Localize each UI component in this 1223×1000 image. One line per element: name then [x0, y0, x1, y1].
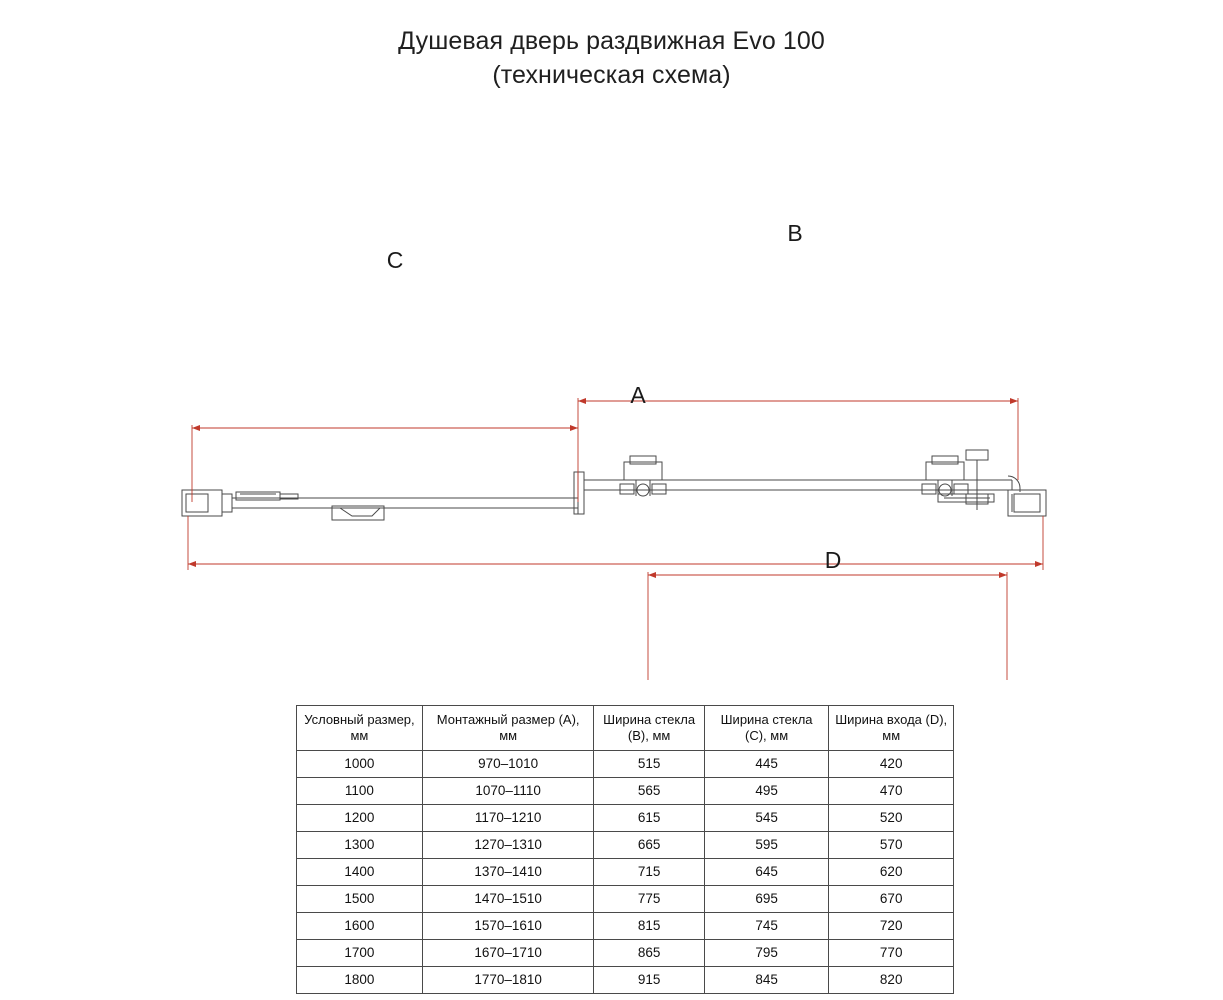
cell-glass-width-c: 595 [704, 832, 829, 859]
cell-glass-width-b: 565 [594, 778, 704, 805]
page-title-line2: (техническая схема) [492, 61, 731, 89]
cell-install-size: 1370–1410 [422, 859, 594, 886]
cell-glass-width-c: 645 [704, 859, 829, 886]
cell-entry-width-d: 570 [829, 832, 954, 859]
cell-glass-width-c: 845 [704, 967, 829, 994]
cell-nominal-size: 1300 [297, 832, 423, 859]
page-title-line1: Душевая дверь раздвижная Evo 100 [398, 27, 825, 55]
dimension-label-d: D [824, 547, 842, 573]
table-header-glass-width-c: Ширина стекла (C), мм [704, 706, 829, 751]
cell-install-size: 1270–1310 [422, 832, 594, 859]
cell-glass-width-b: 715 [594, 859, 704, 886]
cell-install-size: 1670–1710 [422, 940, 594, 967]
dimension-label-c: C [386, 247, 404, 273]
table-row [297, 778, 954, 805]
table-row [297, 886, 954, 913]
cell-glass-width-b: 615 [594, 805, 704, 832]
table-row [297, 940, 954, 967]
cell-glass-width-c: 445 [704, 751, 829, 778]
cell-entry-width-d: 770 [829, 940, 954, 967]
cell-glass-width-c: 745 [704, 913, 829, 940]
cell-entry-width-d: 720 [829, 913, 954, 940]
table-header-row [297, 706, 954, 751]
cell-entry-width-d: 620 [829, 859, 954, 886]
cell-entry-width-d: 670 [829, 886, 954, 913]
cell-entry-width-d: 820 [829, 967, 954, 994]
table-row [297, 751, 954, 778]
cell-glass-width-b: 865 [594, 940, 704, 967]
table-row [297, 832, 954, 859]
cell-install-size: 970–1010 [422, 751, 594, 778]
cell-glass-width-c: 545 [704, 805, 829, 832]
table-header-install-size: Монтажный размер (A), мм [422, 706, 594, 751]
cell-glass-width-b: 775 [594, 886, 704, 913]
page-title [0, 24, 1223, 92]
cell-install-size: 1570–1610 [422, 913, 594, 940]
table-row [297, 859, 954, 886]
cell-nominal-size: 1200 [297, 805, 423, 832]
dimension-label-b: B [787, 220, 803, 246]
shower-door-technical-diagram [0, 150, 1223, 680]
cell-install-size: 1170–1210 [422, 805, 594, 832]
specification-table-wrapper [296, 705, 954, 994]
cell-entry-width-d: 520 [829, 805, 954, 832]
cell-entry-width-d: 470 [829, 778, 954, 805]
cell-nominal-size: 1700 [297, 940, 423, 967]
cell-glass-width-b: 515 [594, 751, 704, 778]
cell-glass-width-c: 495 [704, 778, 829, 805]
cell-nominal-size: 1400 [297, 859, 423, 886]
top-view-dimensions [188, 398, 1043, 570]
cell-glass-width-b: 665 [594, 832, 704, 859]
table-row [297, 805, 954, 832]
cell-nominal-size: 1500 [297, 886, 423, 913]
table-header-glass-width-b: Ширина стекла (B), мм [594, 706, 704, 751]
cell-install-size: 1070–1110 [422, 778, 594, 805]
table-header-entry-width-d: Ширина входа (D), мм [829, 706, 954, 751]
cell-nominal-size: 1000 [297, 751, 423, 778]
cell-install-size: 1770–1810 [422, 967, 594, 994]
specification-table [296, 705, 954, 994]
table-header-nominal-size: Условный размер, мм [297, 706, 423, 751]
top-view-drawing [182, 450, 1046, 520]
table-row [297, 967, 954, 994]
cell-glass-width-c: 695 [704, 886, 829, 913]
dimension-label-a: A [630, 382, 646, 408]
cell-nominal-size: 1800 [297, 967, 423, 994]
bottom-view-dimensions [648, 572, 1007, 680]
cell-entry-width-d: 420 [829, 751, 954, 778]
cell-glass-width-b: 815 [594, 913, 704, 940]
cell-nominal-size: 1100 [297, 778, 423, 805]
cell-nominal-size: 1600 [297, 913, 423, 940]
cell-glass-width-b: 915 [594, 967, 704, 994]
cell-glass-width-c: 795 [704, 940, 829, 967]
cell-install-size: 1470–1510 [422, 886, 594, 913]
table-row [297, 913, 954, 940]
